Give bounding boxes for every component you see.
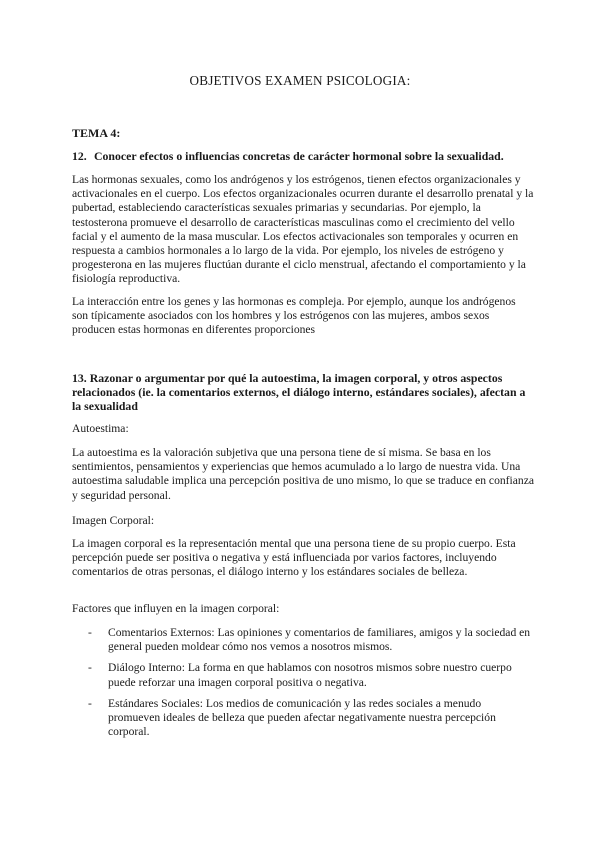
list-item: [88, 697, 534, 740]
list-dash: -: [88, 626, 92, 639]
tema-heading: TEMA 4:: [72, 126, 121, 140]
imagen-corporal-paragraph: La imagen corporal es la representación mental que una persona tiene de su propio cuerpo. Esta percepción puede ser positiva o negativa y está influenciada por varios factores, incluyendo comentarios de otras personas, el diálogo interno y los estándares sociales de belleza.: [72, 537, 516, 579]
autoestima-paragraph: La autoestima es la valoración subjetiva que una persona tiene de sí misma. Se basa en los sentimientos, pensamientos y experiencias que hemos acumulado a lo largo de nuestra vida. Una autoestima saludable implica una percepción positiva de uno mismo, lo que se traduce en confianza y seguridad personal.: [72, 446, 534, 502]
section-13-heading: 13. Razonar o argumentar por qué la autoestima, la imagen corporal, y otros aspectos relacionados (ie. la comentarios externos, el diálogo interno, estándares sociales), afectan a la sexualidad: [72, 371, 526, 414]
section-12-heading-text: Conocer efectos o influencias concretas de carácter hormonal sobre la sexualidad.: [94, 149, 504, 163]
section-12-paragraph-2: La interacción entre los genes y las hormonas es compleja. Por ejemplo, aunque los andrógenos son típicamente asociados con los hombres y los estrógenos con las mujeres, ambos sexos producen estas hormonas en diferentes proporciones: [72, 295, 516, 337]
section-12-paragraph-1: Las hormonas sexuales, como los andrógenos y los estrógenos, tienen efectos organizacionales y activacionales en el cuerpo. Los efectos organizacionales ocurren durante el desarrollo prenatal y la pubertad, estableciendo características sexuales primarias y secundarias. Por ejemplo, la testosterona promueve el desarrollo de características masculinas como el crecimiento del vello facial y el aumento de la masa muscular. Los efectos activacionales son temporales y ocurren en respuesta a cambios hormonales a lo largo de la vida. Por ejemplo, los niveles de estrógeno y progesterona en las mujeres fluctúan durante el ciclo menstrual, afectando el comportamiento y la fisiología reproductiva.: [72, 173, 534, 286]
document-title: OBJETIVOS EXAMEN PSICOLOGIA:: [189, 73, 411, 88]
list-item-text: Diálogo Interno: La forma en que hablamos con nosotros mismos sobre nuestro cuerpo puede reforzar una imagen corporal positiva o negativa.: [108, 661, 512, 689]
section-12-number: 12.: [72, 149, 87, 163]
factores-list: [88, 626, 534, 746]
autoestima-label: Autoestima:: [72, 422, 129, 435]
list-item-text: Comentarios Externos: Las opiniones y comentarios de familiares, amigos y la sociedad en general pueden moldear cómo nos vemos a nosotros mismos.: [108, 626, 531, 654]
factores-label: Factores que influyen en la imagen corporal:: [72, 602, 280, 615]
imagen-corporal-label: Imagen Corporal:: [72, 514, 155, 527]
list-item: [88, 626, 534, 654]
list-item-text: Estándares Sociales: Los medios de comunicación y las redes sociales a menudo promueven ideales de belleza que pueden afectar negativamente nuestra percepción corporal.: [108, 696, 496, 739]
list-dash: -: [88, 696, 92, 710]
list-item: [88, 661, 534, 689]
section-12-heading: [72, 149, 542, 163]
list-dash: -: [88, 661, 92, 675]
